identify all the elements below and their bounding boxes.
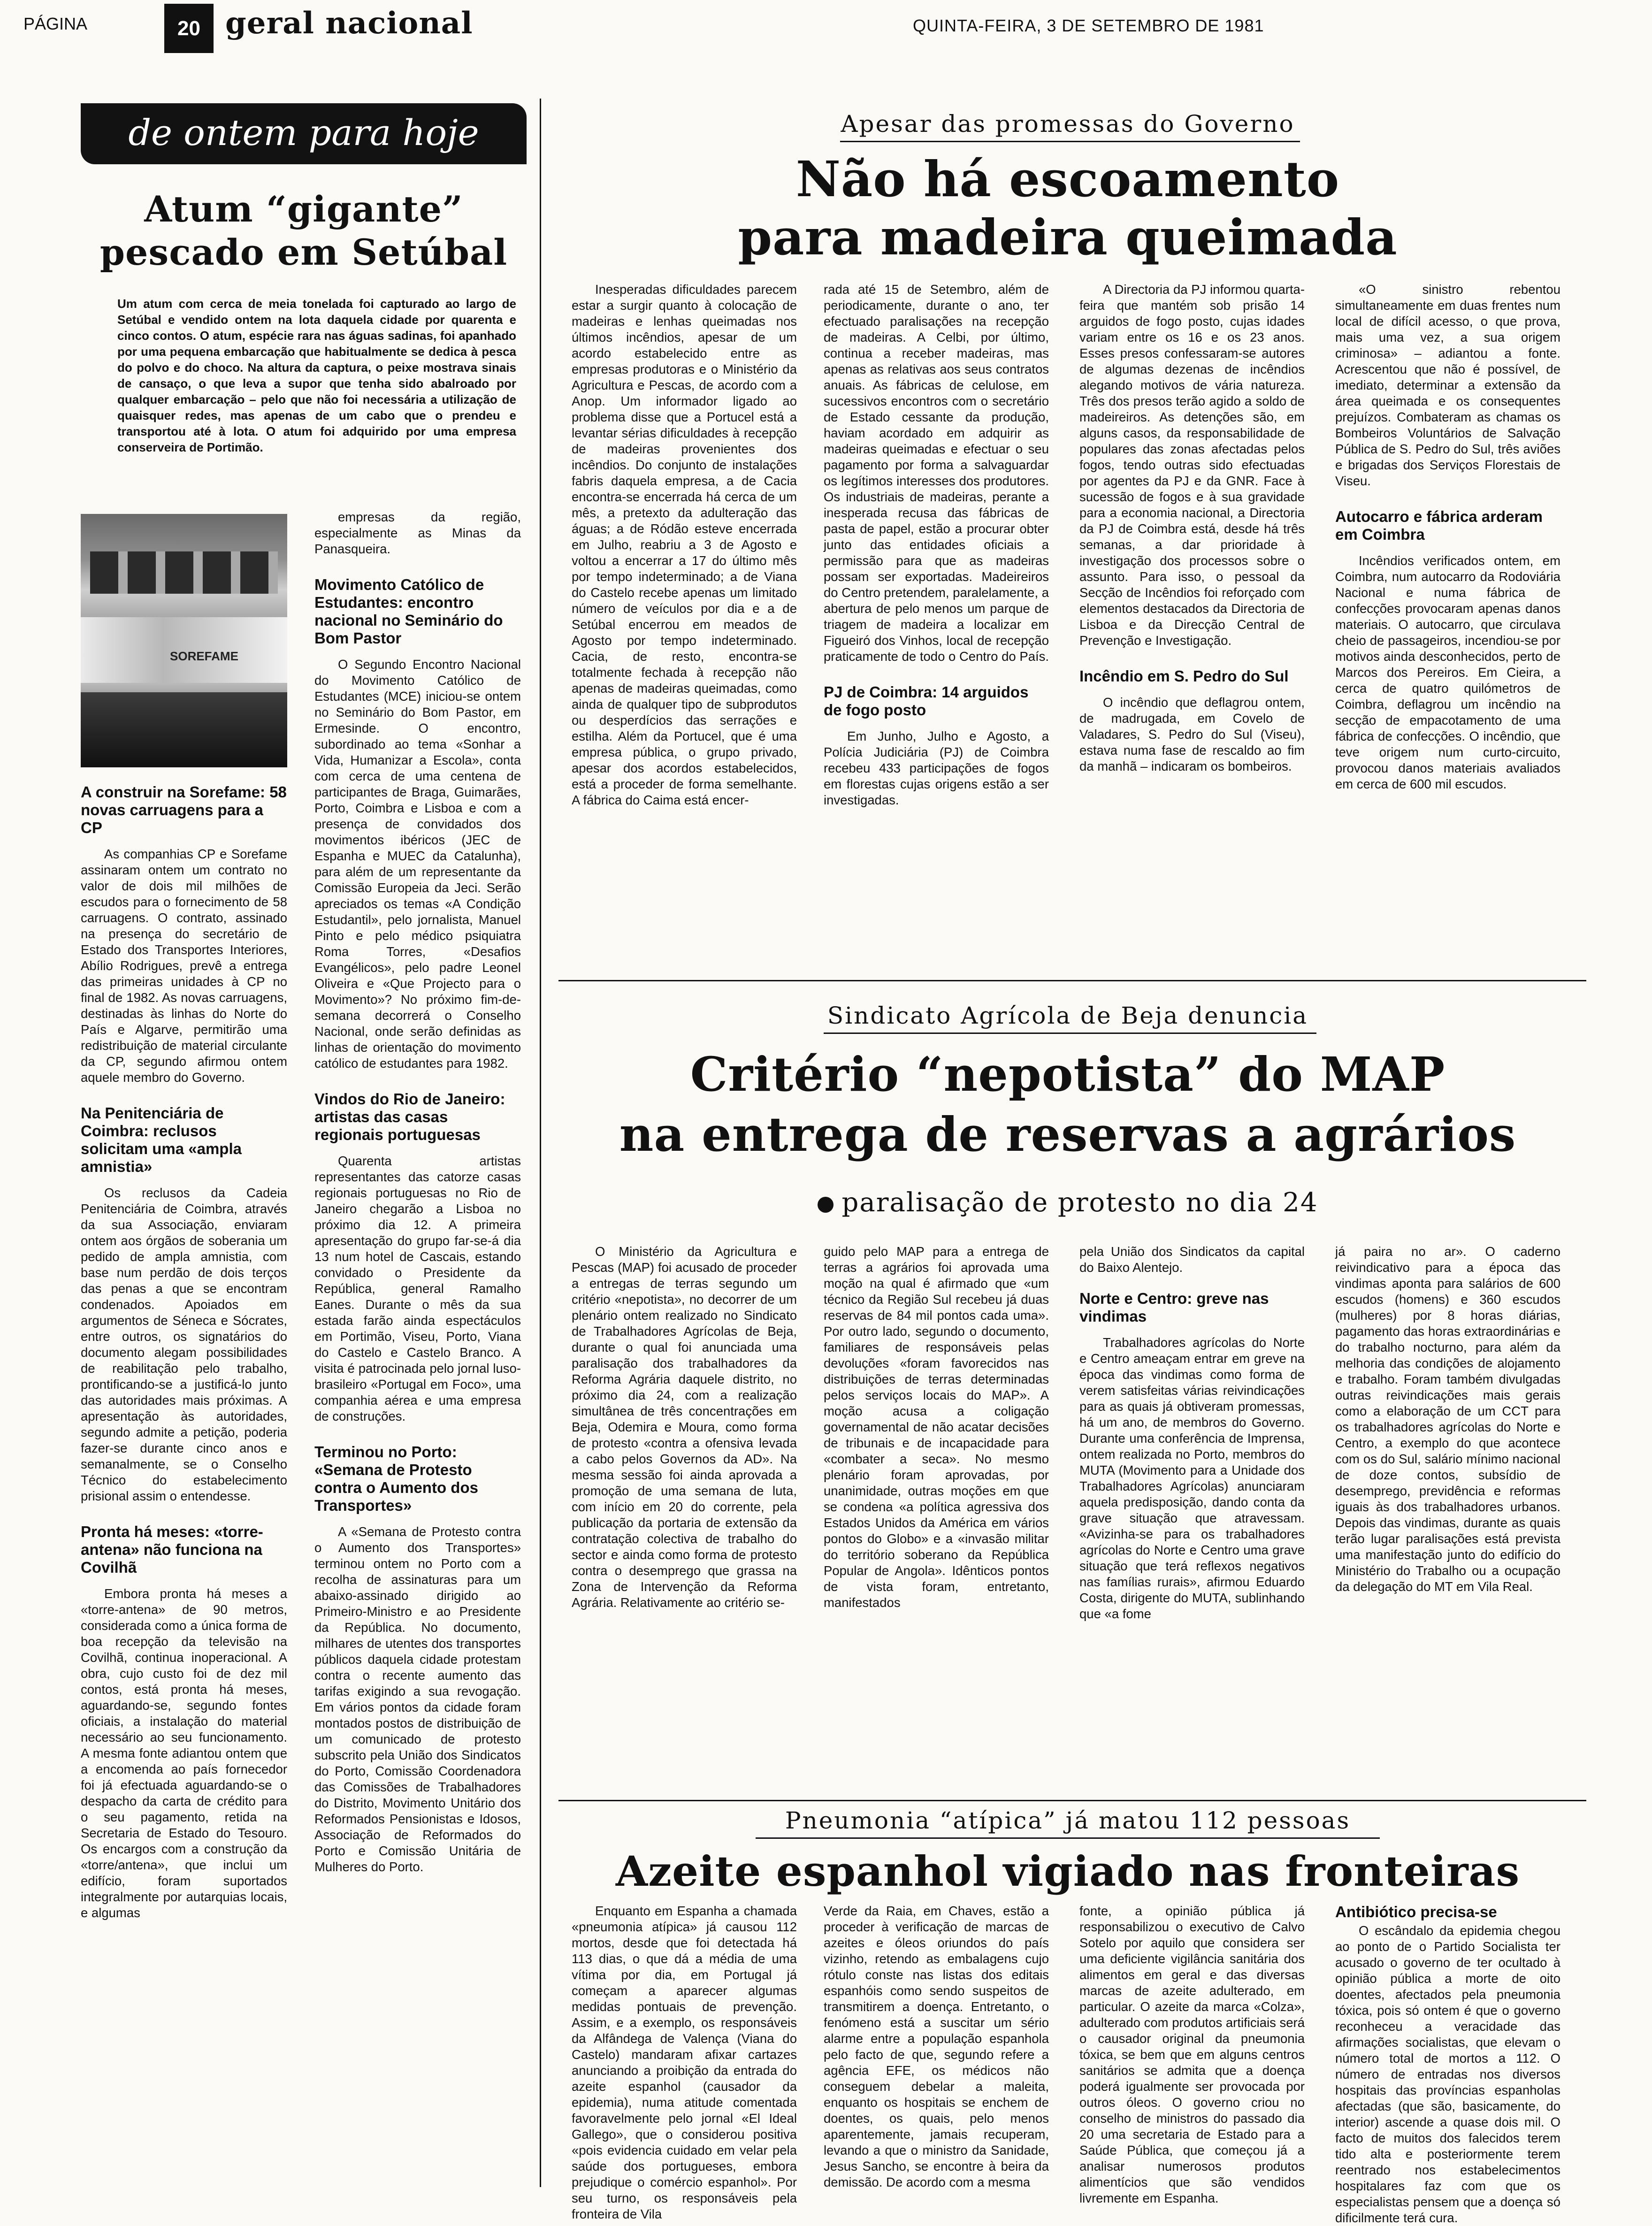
page-label: PÁGINA (23, 14, 88, 33)
madeira-col4-body: «O sinistro rebentou simultaneamente em duas frentes num local de difícil acesso, o que prova, mais uma vez, a sua origem criminosa» – adiantou a fonte. Acrescentou que não é possível, de imediato, determinar a extensão da área queimada e os consequentes prejuízos. Combateram as chamas os Bombeiros Voluntários de Salvação Pública de S. Pedro do Sul, três aviões e brigadas dos Serviços Florestais de Viseu. (1335, 282, 1560, 488)
azeite-col4 (1335, 1903, 1560, 2225)
madeira-col4 (1335, 282, 1560, 967)
madeira-headline-line1: Não há escoamento (795, 150, 1340, 208)
azeite-col1-body: Enquanto em Espanha a chamada «pneumonia atípica» já causou 112 mortos, desde que foi detectada há 113 dias, o que dá a média de uma vítima por dia, em Portugal já começam a aparecer algumas medidas pontuais de prevenção. Assim, e a exemplo, os responsáveis da Alfândega de Valença (Viana do Castelo) mandaram afixar cartazes anunciando a proibição da entrada do azeite espanhol (causador da epidemia), numa atitude comentada favoravelmente pelo jornal «El Ideal Gallego», que o considerou positiva «pois evidencia cuidado em velar pela saúde dos portugueses, embora prejudique o comércio espanhol». Por seu turno, os responsáveis pela fronteira de Vila (572, 1904, 797, 2221)
azeite-headline: Azeite espanhol vigiado nas fronteiras (615, 1847, 1520, 1896)
madeira-headline-line2: para madeira queimada (738, 208, 1398, 266)
madeira-col3 (1079, 282, 1305, 967)
azeite-kicker-underline (756, 1837, 1380, 1839)
madeira-col3-body: A Directoria da PJ informou quarta-feira que mantém sob prisão 14 arguidos de fogo posto, cujas idades variam entre os 16 e os 23 anos. Esses presos confessaram-se autores de algumas dezenas de incêndios alegando motivos de vária natureza. Três dos presos terão agido a soldo de madeireiros. As detenções são, em alguns casos, da responsabilidade de populares das zonas afectadas pelos fogos, tendo outras sido efectuadas por agentes da PJ e da GNR. Face à sucessão de fogos e à sua gravidade para a economia nacional, a Directoria da PJ de Coimbra está, desde há três semanas, a dar prioridade à investigação dos processos sobre o assunto. Para isso, o pessoal da Secção de Incêndios foi reforçado com elementos destacados da Directoria de Lisboa e da Direcção Central de Prevenção e Investigação. (1079, 282, 1305, 648)
map-headline-line2: na entrega de reservas a agrários (619, 1107, 1516, 1162)
map-col3-intro: pela União dos Sindicatos da capital do Baixo Alentejo. (1079, 1244, 1305, 1275)
norte-title: Norte e Centro: greve nas vindimas (1079, 1290, 1269, 1325)
map-col4 (1335, 1244, 1560, 1798)
map-subhead-text: paralisação de protesto no dia 24 (841, 1187, 1318, 1218)
autocarro-body: Incêndios verificados ontem, em Coimbra, num autocarro da Rodoviária Nacional e numa fábrica de confecções provocaram apenas danos materiais. O autocarro, que circulava cheio de passageiros, incendiou-se por motivos ainda desconhecidos, perto de Marcos dos Pereiros. Em Cieira, a cerca de quatro quilómetros de Coimbra, deflagrou um incêndio na secção de empacotamento de uma fábrica de confecções. O incêndio, que teve origem num curto-circuito, provocou danos materiais avaliados em cerca de 600 mil escudos. (1335, 553, 1560, 791)
madeira-col2 (824, 282, 1049, 967)
atum-headline (81, 188, 527, 274)
column-banner-text: de ontem para hoje (128, 112, 479, 153)
pj-title: PJ de Coimbra: 14 arguidos de fogo posto (824, 683, 1029, 719)
map-kicker: Sindicato Agrícola de Beja denuncia (827, 1002, 1308, 1029)
section-title: geral nacional (225, 6, 473, 41)
atum-lead: Um atum com cerca de meia tonelada foi capturado ao largo de Setúbal e vendido ontem na lota daquela cidade por quarenta e cinco contos. O atum, espécie rara nas águas sadinas, foi apanhado por uma pequena embarcação que habitualmente se dedica à pesca do polvo e do choco. Na altura da captura, o peixe mostrava sinais de cansaço, o que leva a supor que tenha sido abalroado por qualquer embarcação – pelo que não foi necessária a utilização de quaisquer redes, mas apenas de um cabo que o prendeu e transportou até à lota. O atum foi adquirido por uma empresa conserveira de Portimão. (117, 297, 516, 454)
penitenciaria-title: Na Penitenciária de Coimbra: reclusos solicitam uma «ampla amnistia» (81, 1104, 242, 1175)
madeira-col1-body: Inesperadas dificuldades parecem estar a surgir quanto à colocação de madeiras e lenhas queimadas nos últimos incêndios, apesar de um acordo estabelecido entre as empresas produtoras e o Ministério da Agricultura e Pescas, de acordo com a Anop. Um informador ligado ao problema disse que a Portucel está a levantar sérias dificuldades à recepção de madeiras provenientes dos incêndios. Do conjunto de instalações fabris daquela empresa, a de Cacia encontra-se encerrada há cerca de um mês, a pretexto da adulteração das águas; a de Ródão esteve encerrada em Julho, reabriu a 3 de Agosto e voltou a encerrar a 17 do último mês por tempo indeterminado; a de Viana do Castelo recebe apenas um limitado número de veículos por dia e a de Setúbal encerrou em meados de Agosto por tempo indeterminado. Cacia, de resto, encontra-se totalmente fechada à recepção não apenas de madeiras queimadas, como ainda de qualquer tipo de subprodutos ou desperdícios das serrações e estilha. Além da Portucel, que é uma empresa pública, o grupo privado, apesar dos acordos estabelecidos, está a proceder de forma semelhante. A fábrica do Caima está encer- (572, 282, 797, 807)
map-col2 (824, 1244, 1049, 1798)
azeite-col3-body: fonte, a opinião pública já responsabilizou o executivo de Calvo Sotelo por aquilo que considera ser uma deficiente vigilância sanitária dos alimentos em geral e das diversas marcas de azeite adulterado, em particular. O azeite da marca «Colza», adulterado com produtos artificiais será o causador original da pneumonia tóxica, se bem que em alguns centros sanitários se admita que a doença poderá igualmente ser provocada por outros óleos. O governo criou no conselho de ministros do passado dia 20 uma secretaria de Estado para a Saúde Pública, que começou já a analisar numerosos produtos alimentícios que são vendidos livremente em Espanha. (1079, 1904, 1305, 2205)
autocarro-title: Autocarro e fábrica arderam em Coimbra (1335, 508, 1543, 543)
left-column-2 (314, 509, 521, 2180)
azeite-col3 (1079, 1903, 1305, 2205)
sorefame-body: As companhias CP e Sorefame assinaram ontem um contrato no valor de dois mil milhões de escudos para o fornecimento de 58 carruagens. O contrato, assinado na presença do secretário de Estado dos Transportes Interiores, Abílio Rodrigues, prevê a entrega das primeiras unidades à CP no final de 1982. As novas carruagens, destinadas às linhas do Norte do País e Algarve, permitirão uma redistribuição de material circulante da CP, segundo afirmou ontem aquele membro do Governo. (81, 847, 287, 1085)
map-bottom-rule (558, 1800, 1586, 1801)
carriage-undercarriage (81, 692, 287, 767)
penitenciaria-body: Os reclusos da Cadeia Penitenciária de Coimbra, através da sua Associação, enviaram ontem aos órgãos de soberania um pedido de ampla amnistia, com base num perdão de dois terços das penas a que se encontram condenados. Apoiados em argumentos de Séneca e Sócrates, entre outros, os signatários do documento alegam possibilidades de reabilitação pelo trabalho, prontificando-se a justificá-lo junto das autoridades mais próximas. A apresentação às autoridades, segundo admite a petição, poderia fazer-se durante cinco anos e semanalmente, se o Conselho Técnico do estabelecimento prisional assim o entendesse. (81, 1186, 287, 1503)
mce-title: Movimento Católico de Estudantes: encontro nacional no Seminário do Bom Pastor (314, 576, 503, 647)
left-section-rule (540, 99, 541, 2187)
azeite-kicker: Pneumonia “atípica” já matou 112 pessoas (785, 1807, 1351, 1834)
azeite-col1 (572, 1903, 797, 2221)
map-headline (554, 1044, 1582, 1164)
map-subhead (554, 1187, 1582, 1218)
map-kicker-underline (824, 1033, 1316, 1034)
pj-body: Em Junho, Julho e Agosto, a Polícia Judiciária (PJ) de Coimbra recebeu 433 participações de fogos em florestas cujas origens estão a ser investigadas. (824, 729, 1049, 807)
map-headline-line1: Critério “nepotista” do MAP (690, 1047, 1446, 1102)
rio-body: Quarenta artistas representantes das catorze casas regionais portuguesas no Rio de Janeiro chegarão a Lisboa no próximo dia 12. A primeira apresentação do grupo far-se-á dia 13 num hotel de Cascais, estando convidado o Presidente da República, general Ramalho Eanes. Durante o mês da sua estada farão ainda espectáculos em Portimão, Viseu, Porto, Viana do Castelo e Castelo Branco. A visita é patrocinada pelo jornal luso-brasileiro «Portugal em Foco», uma companhia aérea e uma empresa de construções. (314, 1154, 521, 1423)
azeite-col2-body: Verde da Raia, em Chaves, estão a proceder à verificação de marcas de azeites e óleos oriundos do país vizinho, retendo as embalagens cujo rótulo conste nas listas dos editais espanhóis como sendo suspeitos de transmitirem a doença. Entretanto, o fenómeno está a suscitar um sério alarme entre a população espanhola pelo facto de que, segundo refere a agência EFE, os médicos não conseguem debelar a maleita, enquanto os hospitais se enchem de doentes, os quais, pelo menos aparentemente, jamais recuperam, levando a que o ministro da Sanidade, Jesus Sancho, se encontre à beira da demissão. De acordo com a mesma (824, 1904, 1049, 2189)
antibiotico-title: Antibiótico precisa-se (1335, 1903, 1497, 1920)
torre-body: Embora pronta há meses a «torre-antena» de 90 metros, considerada como a única forma de boa recepção da televisão na Covilhã, continua inoperacional. A obra, cujo custo foi de dez mil contos, está pronta há meses, aguardando-se, segundo fontes oficiais, a instalação do material necessário ao seu funcionamento. A mesma fonte adiantou ontem que a encomenda ao país fornecedor foi já efectuada aguardando-se o despacho da carta de crédito para o seu pagamento, retida na Secretaria de Estado do Tesouro. Os encargos com a construção da «torre/antena», que inclui um edifício, foram suportados integralmente por autarquias locais, e algumas (81, 1586, 287, 1920)
azeite-col4-body: O escândalo da epidemia chegou ao ponto de o Partido Socialista ter acusado o governo de ter ocultado à opinião pública a morte de oito doentes, afectados pela pneumonia tóxica, pois só ontem é que o governo reconheceu a veracidade das afirmações socialistas, que elevam o número total de mortos a 112. O número de entradas nos diversos hospitais das províncias espanholas afectadas (que são, basicamente, do interior) ascende a quase dois mil. O facto de muitos dos falecidos terem tido alta e posteriormente terem reentrado nos estabelecimentos hospitalares faz com que os especialistas pensem que a doença só dificilmente terá cura. (1335, 1923, 1560, 2225)
sul-body: O incêndio que deflagrou ontem, de madrugada, em Covelo de Valadares, S. Pedro do Sul (Viseu), estava numa fase de rescaldo ao fim da manhã – indicaram os bombeiros. (1079, 695, 1305, 773)
sorefame-title: A construir na Sorefame: 58 novas carruagens para a CP (81, 783, 287, 836)
page-header (0, 0, 1652, 66)
madeira-col1 (572, 282, 797, 967)
map-col2-body: guido pelo MAP para a entrega de terras a agrários foi aprovada uma moção na qual é afirmado que «um técnico da Região Sul recebeu já duas reservas de 84 mil pontos cada uma». Por outro lado, segundo o documento, familiares de responsáveis pelas devoluções «foram favorecidos nas distribuições de terras determinadas pelos serviços locais do MAP». A moção acusa a coligação governamental de não acatar decisões de tribunais e de incapacidade para «combater a seca». No mesmo plenário foram aprovadas, por unanimidade, outras moções em que se condena «a política agressiva dos Estados Unidos da América em vários pontos do Globo» e a «invasão militar do território soberano da República Popular de Angola». Idênticos pontos de vista foram, entretanto, manifestados (824, 1244, 1049, 1610)
sul-title: Incêndio em S. Pedro do Sul (1079, 667, 1289, 685)
bullet-icon (818, 1197, 834, 1213)
torre-title: Pronta há meses: «torre-antena» não funciona na Covilhã (81, 1523, 263, 1576)
azeite-col2 (824, 1903, 1049, 2189)
madeira-headline (554, 150, 1582, 267)
porto-title: Terminou no Porto: «Semana de Protesto contra o Aumento dos Transportes» (314, 1443, 478, 1514)
atum-headline-line2: pescado em Setúbal (99, 231, 508, 273)
left-column-1 (81, 777, 287, 2180)
page-date: QUINTA-FEIRA, 3 DE SETEMBRO DE 1981 (913, 16, 1264, 35)
mce-body: O Segundo Encontro Nacional do Movimento Católico de Estudantes (MCE) iniciou-se ontem no Seminário do Bom Pastor, em Ermesinde. O encontro, subordinado ao tema «Sonhar a Vida, Humanizar a Escola», conta com cerca de uma centena de participantes de Braga, Guimarães, Porto, Coimbra e Lisboa e com a presença de convidados dos movimentos ibéricos (JEC de Espanha e MUEC da Catalunha), para além de um representante da Comissão Europeia da Jeci. Serão apreciados os temas «A Condição Estudantil», pelo jornalista, Manuel Pinto e pelo médico psiquiatra Roma Torres, «Desafios Evangélicos», pelo padre Leonel Oliveira e «Que Projecto para o Movimento»? No próximo fim-de-semana decorrerá o Conselho Nacional, onde serão definidas as linhas de orientação do movimento católico de estudantes para 1982. (314, 657, 521, 1071)
porto-body: A «Semana de Protesto contra o Aumento dos Transportes» terminou ontem no Porto com a recolha de assinaturas para um abaixo-assinado dirigido ao Primeiro-Ministro e ao Presidente da República. No documento, milhares de utentes dos transportes públicos daquela cidade protestam contra o recente aumento das tarifas exigindo a sua revogação. Em vários pontos da cidade foram montados postos de distribuição de um comunicado de protesto subscrito pela União dos Sindicatos do Porto, Comissão Coordenadora das Comissões de Trabalhadores do Distrito, Movimento Unitário dos Reformados Pensionistas e Idosos, Associação de Reformados do Porto e Comissão Unitária de Mulheres do Porto. (314, 1524, 521, 1874)
madeira-kicker: Apesar das promessas do Governo (841, 110, 1295, 138)
carriage-window-row (90, 551, 278, 594)
sorefame-sign: SOREFAME (170, 649, 238, 663)
map-col1 (572, 1244, 797, 1798)
column-banner (81, 103, 527, 164)
train-carriage-photo (81, 514, 287, 767)
atum-headline-line1: Atum “gigante” (144, 188, 463, 230)
madeira-bottom-rule (558, 980, 1586, 981)
norte-body: Trabalhadores agrícolas do Norte e Centro ameaçam entrar em greve na época das vindimas como forma de verem satisfeitas várias reivindicações para as quais já obtiveram promessas, há um ano, de membros do Governo. Durante uma conferência de Imprensa, ontem realizada no Porto, membros do MUTA (Movimento para a Unidade dos Trabalhadores Agrícolas) anunciaram aquela predisposição, dando conta da grave situação que atravessam. «Avizinha-se para os trabalhadores agrícolas do Norte e Centro uma grave situação que terá reflexos negativos nas famílias rurais», afirmou Eduardo Costa, dirigente do MUTA, sublinhando que «a fome (1079, 1335, 1305, 1621)
map-col3 (1079, 1244, 1305, 1798)
madeira-kicker-underline (840, 141, 1300, 142)
rio-title: Vindos do Rio de Janeiro: artistas das casas regionais portuguesas (314, 1090, 505, 1143)
map-col4-body: já paira no ar». O caderno reivindicativo para a época das vindimas aponta para salários de 600 escudos (homens) e 360 escudos (mulheres) por 8 horas diárias, pagamento das horas extraordinárias e do trabalho nocturno, para além da melhoria das condições de alojamento e trabalho. Foram também divulgadas outras reivindicações mais gerais como a elaboração de um CCT para os trabalhadores agrícolas do Norte e Centro, a exemplo do que acontece com os do Sul, salário mínimo nacional de doze contos, subsídio de desemprego, previdência e reformas iguais às dos trabalhadores urbanos. Depois das vindimas, durante as quais terão lugar paralisações está prevista uma manifestação junto do edifício do Ministério do Trabalho ou a ocupação da delegação do MT em Vila Real. (1335, 1244, 1560, 1594)
map-col1-body: O Ministério da Agricultura e Pescas (MAP) foi acusado de proceder a entregas de terras segundo um critério «nepotista», no decorrer de um plenário ontem realizado no Sindicato de Trabalhadores Agrícolas de Beja, durante o qual foi anunciada uma paralisação dos trabalhadores da Reforma Agrária daquele distrito, no próximo dia 24, com a realização simultânea de três concentrações em Beja, Odemira e Moura, como forma de protesto «contra a ofensiva levada a cabo pelos Governos da AD». Na mesma sessão foi ainda aprovada a promoção de uma semana de luta, com início em 20 do corrente, pela publicação da portaria de extensão da contratação colectiva de trabalho do sector e ainda como forma de protesto contra o desemprego que grassa na Zona de Intervenção da Reforma Agrária. Relativamente ao critério se- (572, 1244, 797, 1610)
page-number: 20 (164, 4, 214, 53)
madeira-col2-body: rada até 15 de Setembro, além de periodicamente, durante o ano, ter efectuado paralisações na recepção de madeiras. A Celbi, por último, continua a receber madeiras, mas apenas as relativas aos seus contratos anuais. As fábricas de celulose, em sucessivos encontros com o secretário de Estado cessante da produção, haviam acordado em adquirir as madeiras queimadas e efectuar o seu pagamento por forma a salvaguardar os legítimos interesses dos produtores. Os industriais de madeiras, perante a inesperada recusa das fábricas de pasta de papel, estão a procurar obter junto das entidades oficiais a permissão para que as madeiras possam ser exportadas. Madeireiros do Centro pretendem, paralelamente, a abertura de pelo menos um parque de triagem de madeira a localizar em Figueiró dos Vinhos, local de recepção praticamente de todo o Centro do País. (824, 282, 1049, 664)
col2-intro: empresas da região, especialmente as Minas da Panasqueira. (314, 510, 521, 556)
